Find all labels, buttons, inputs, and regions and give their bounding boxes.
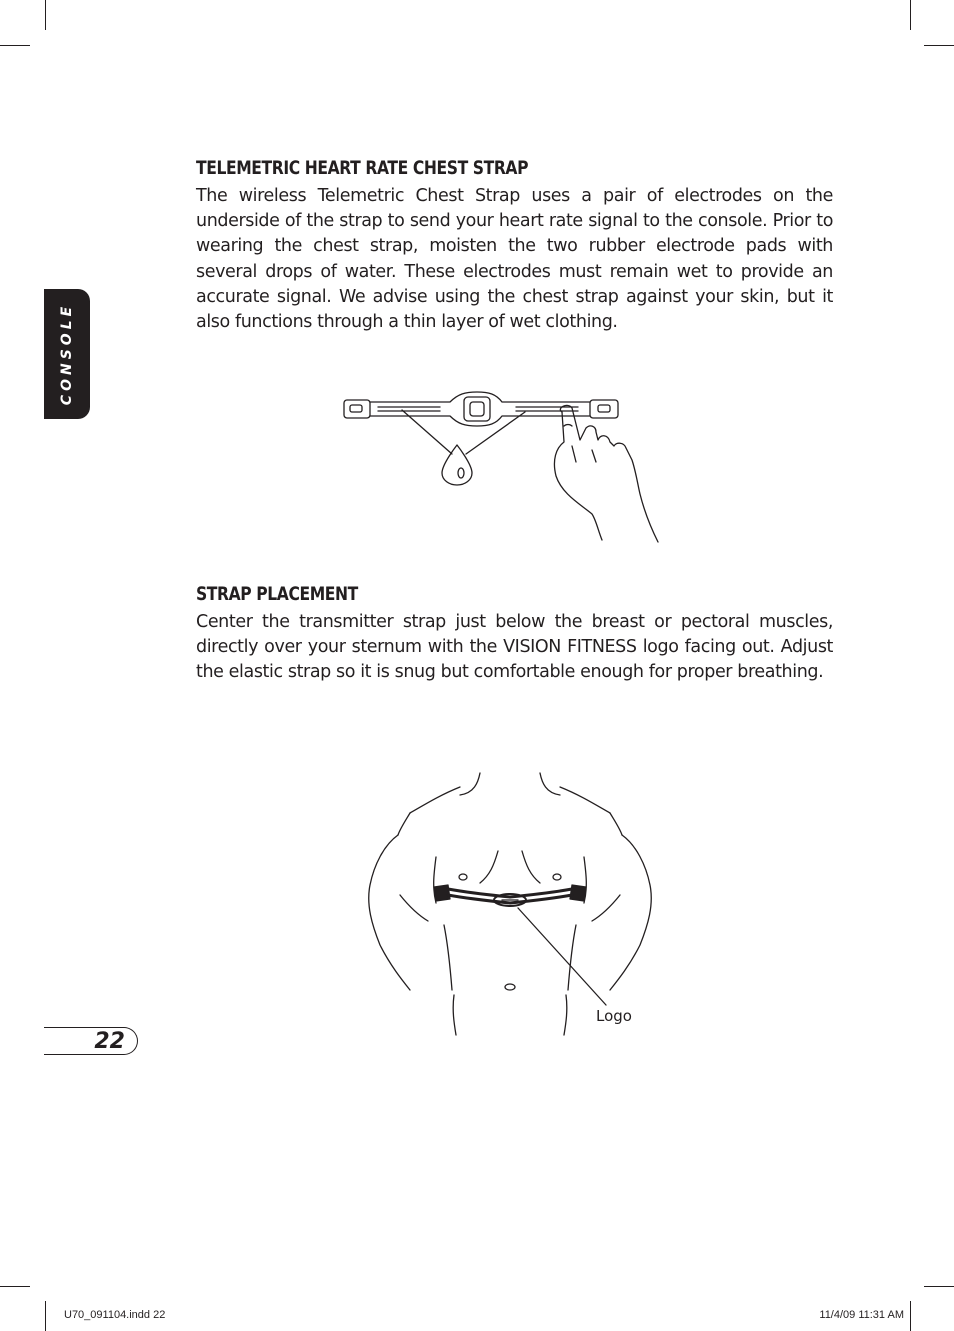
chest-strap-illustration bbox=[340, 390, 670, 550]
strap-placement-paragraph: Center the transmitter strap just below the breast or pectoral muscles, directly over your sternum with the VISION FITNESS logo facing out. Adjust the elastic strap so it is snug but comfortable enough for proper breathing. bbox=[196, 612, 833, 683]
hand-drawing bbox=[554, 405, 658, 542]
slug-file-info: U70_091104.indd 22 bbox=[64, 1309, 166, 1321]
crop-mark bbox=[45, 1301, 46, 1331]
crop-mark bbox=[924, 45, 954, 46]
crop-mark bbox=[910, 0, 911, 30]
logo-callout-line bbox=[518, 908, 606, 1005]
strap-on-torso bbox=[434, 885, 586, 906]
side-tab-label: CONSOLE bbox=[59, 302, 75, 406]
torso-strap-illustration bbox=[360, 765, 660, 1040]
section-heading-strap-placement: STRAP PLACEMENT bbox=[196, 583, 358, 605]
section-side-tab bbox=[44, 289, 90, 419]
page-number: 22 bbox=[94, 1029, 125, 1054]
section-heading-chest-strap: TELEMETRIC HEART RATE CHEST STRAP bbox=[196, 157, 529, 179]
crop-mark bbox=[0, 45, 30, 46]
strap-drawing bbox=[344, 392, 618, 426]
water-drop-icon bbox=[402, 410, 525, 485]
crop-mark bbox=[45, 0, 46, 30]
slug-timestamp: 11/4/09 11:31 AM bbox=[819, 1309, 904, 1321]
crop-mark bbox=[924, 1286, 954, 1287]
crop-mark bbox=[0, 1286, 30, 1287]
chest-strap-paragraph: The wireless Telemetric Chest Strap uses a pair of electrodes on the underside of the strap to send your heart rate signal to the console. Prior to wearing the chest strap, moisten the two rubber electrode pads with several drops of water. These electrodes must remain wet to provide an accurate signal. We advise using the chest strap against your skin, but it also functions through a thin layer of wet clothing. bbox=[196, 186, 833, 333]
crop-mark bbox=[910, 1301, 911, 1331]
logo-callout-label: Logo bbox=[596, 1007, 632, 1025]
page-number-tab bbox=[44, 1027, 138, 1055]
